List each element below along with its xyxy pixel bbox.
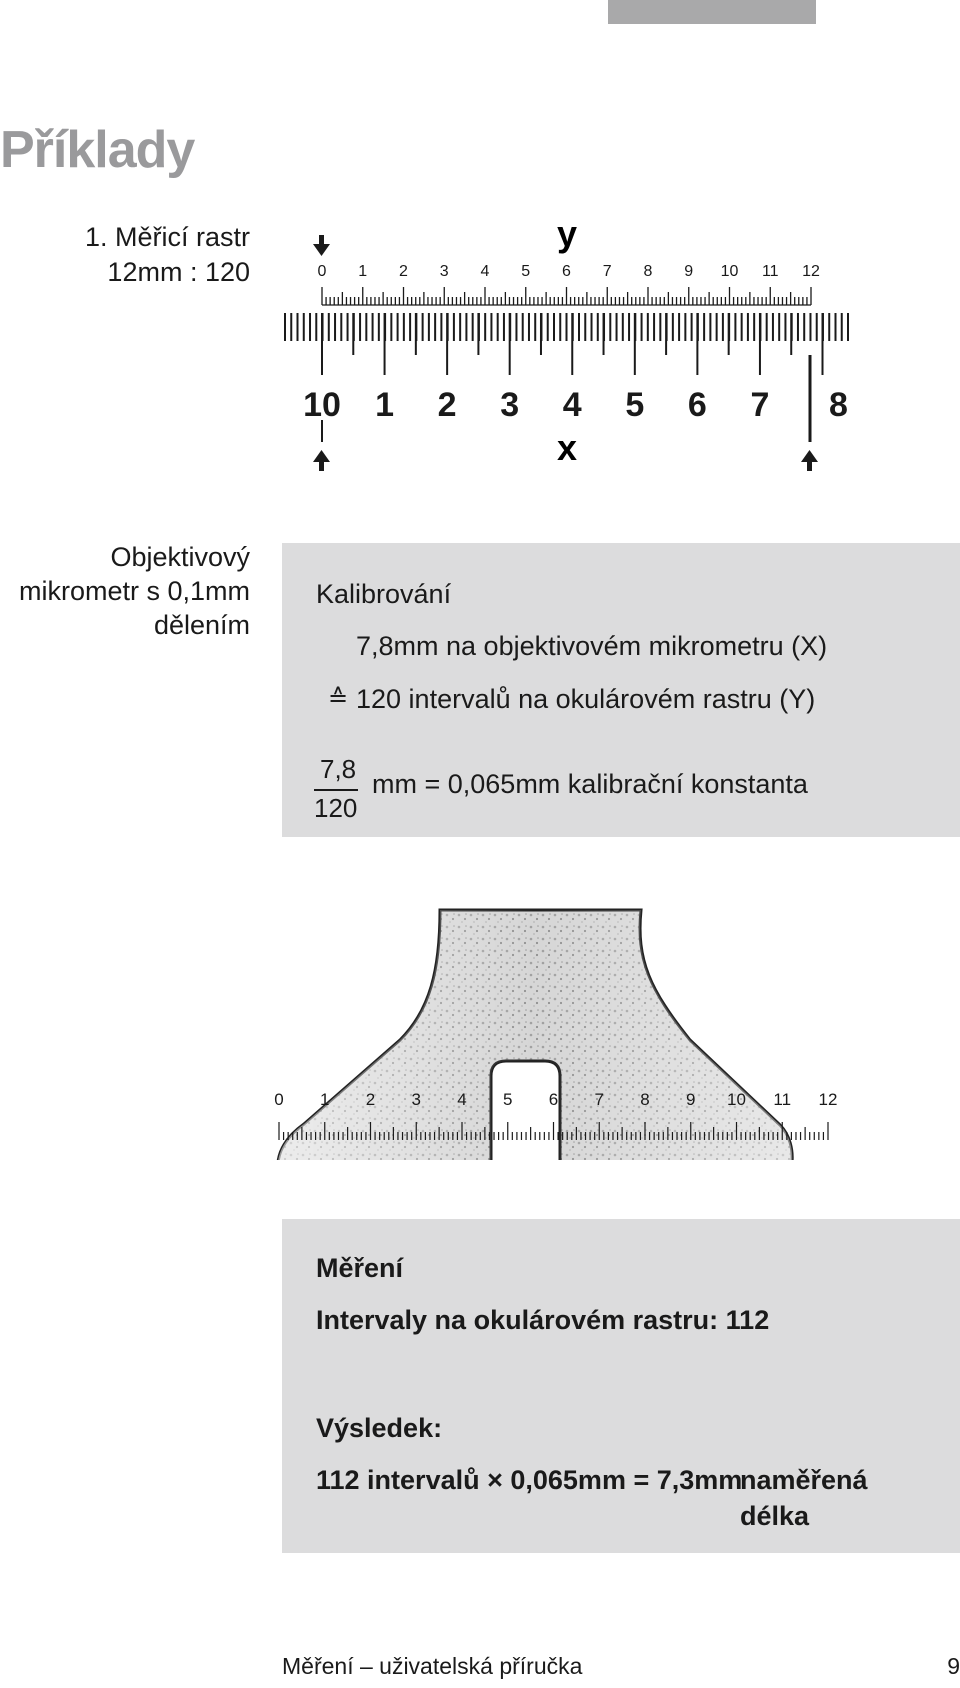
scale-number: 5 [521, 263, 531, 280]
scale-number: 8 [640, 1090, 650, 1109]
scale-number: 7 [750, 386, 770, 424]
scale-number: 2 [399, 263, 408, 280]
calibration-heading: Kalibrování [316, 579, 452, 609]
scale-number: 3 [500, 386, 520, 424]
scale-number: 5 [625, 386, 645, 424]
page-number: 9 [947, 1653, 960, 1679]
scale-number: 8 [643, 263, 653, 280]
micrometer-caption [0, 540, 250, 642]
arrow-up-icon [313, 450, 330, 471]
arrow-down-icon [313, 235, 330, 256]
eyepiece-scale [318, 263, 820, 305]
caption-line: dělením [153, 610, 250, 640]
scale-number: 10 [720, 263, 739, 280]
scale-number: 7 [602, 263, 612, 280]
scale-number: 8 [829, 386, 848, 424]
scale-number: 0 [274, 1090, 284, 1109]
result-heading: Výsledek: [316, 1413, 443, 1443]
calibration-line: 7,8mm na objektivovém mikrometru (X) [356, 631, 828, 661]
calibration-result: mm = 0,065mm kalibrační konstanta [372, 769, 808, 799]
caption-line: 1. Měřicí rastr [84, 222, 250, 252]
footer-title: Měření – uživatelská příručka [282, 1653, 583, 1679]
scale-number: 12 [818, 1090, 838, 1109]
scale-number: 4 [562, 386, 582, 424]
specimen-image [278, 910, 792, 1160]
caption-line: 12mm : 120 [107, 257, 250, 287]
measurement-heading: Měření [316, 1253, 404, 1283]
scale-number: 2 [365, 1090, 376, 1109]
arrow-up-icon [801, 450, 818, 471]
scale-number: 2 [437, 386, 457, 424]
scale-number: 5 [503, 1090, 513, 1109]
x-axis-label: x [556, 427, 578, 468]
scale-number: 10 [727, 1090, 746, 1109]
micrometer-scale [285, 313, 848, 424]
scale-number: 6 [548, 1090, 559, 1109]
calibration-box [282, 543, 960, 837]
fraction-bar [314, 789, 358, 791]
corresponds-icon: ≙ [328, 685, 349, 712]
scale-number: 1 [320, 1090, 330, 1109]
fraction-numerator: 7,8 [320, 754, 357, 784]
scale-number: 12 [802, 263, 820, 280]
scale-number: 11 [761, 263, 779, 280]
scale-number: 6 [562, 263, 571, 280]
scale-number: 11 [773, 1090, 792, 1109]
reticle-ruler-figure [0, 0, 960, 480]
scale-number: 3 [411, 1090, 421, 1109]
result-formula: 112 intervalů × 0,065mm = 7,3mm [316, 1465, 743, 1495]
scale-number: 9 [686, 1090, 696, 1109]
result-label: délka [740, 1501, 810, 1531]
specimen-figure [0, 900, 960, 1160]
caption-line: Objektivový [110, 542, 250, 572]
scale-number: 6 [687, 386, 707, 424]
scale-number: 4 [480, 263, 490, 280]
scale-number: 7 [594, 1090, 604, 1109]
scale-number: 0 [317, 263, 327, 280]
measurement-box [282, 1219, 960, 1553]
measurement-intervals: Intervaly na okulárovém rastru: 112 [316, 1305, 770, 1335]
y-axis-label: y [556, 213, 578, 254]
scale-number: 3 [439, 263, 449, 280]
scale-number: 1 [375, 386, 395, 424]
calibration-line: 120 intervalů na okulárovém rastru (Y) [356, 684, 816, 714]
fraction-denominator: 120 [314, 793, 358, 823]
result-label: naměřená [740, 1465, 868, 1495]
caption-line: mikrometr s 0,1mm [18, 576, 250, 606]
scale-number: 1 [358, 263, 368, 280]
page-title: Příklady [0, 121, 195, 179]
scale-number: 9 [684, 263, 694, 280]
scale-number: 4 [457, 1090, 467, 1109]
scale-number: 10 [303, 386, 341, 424]
